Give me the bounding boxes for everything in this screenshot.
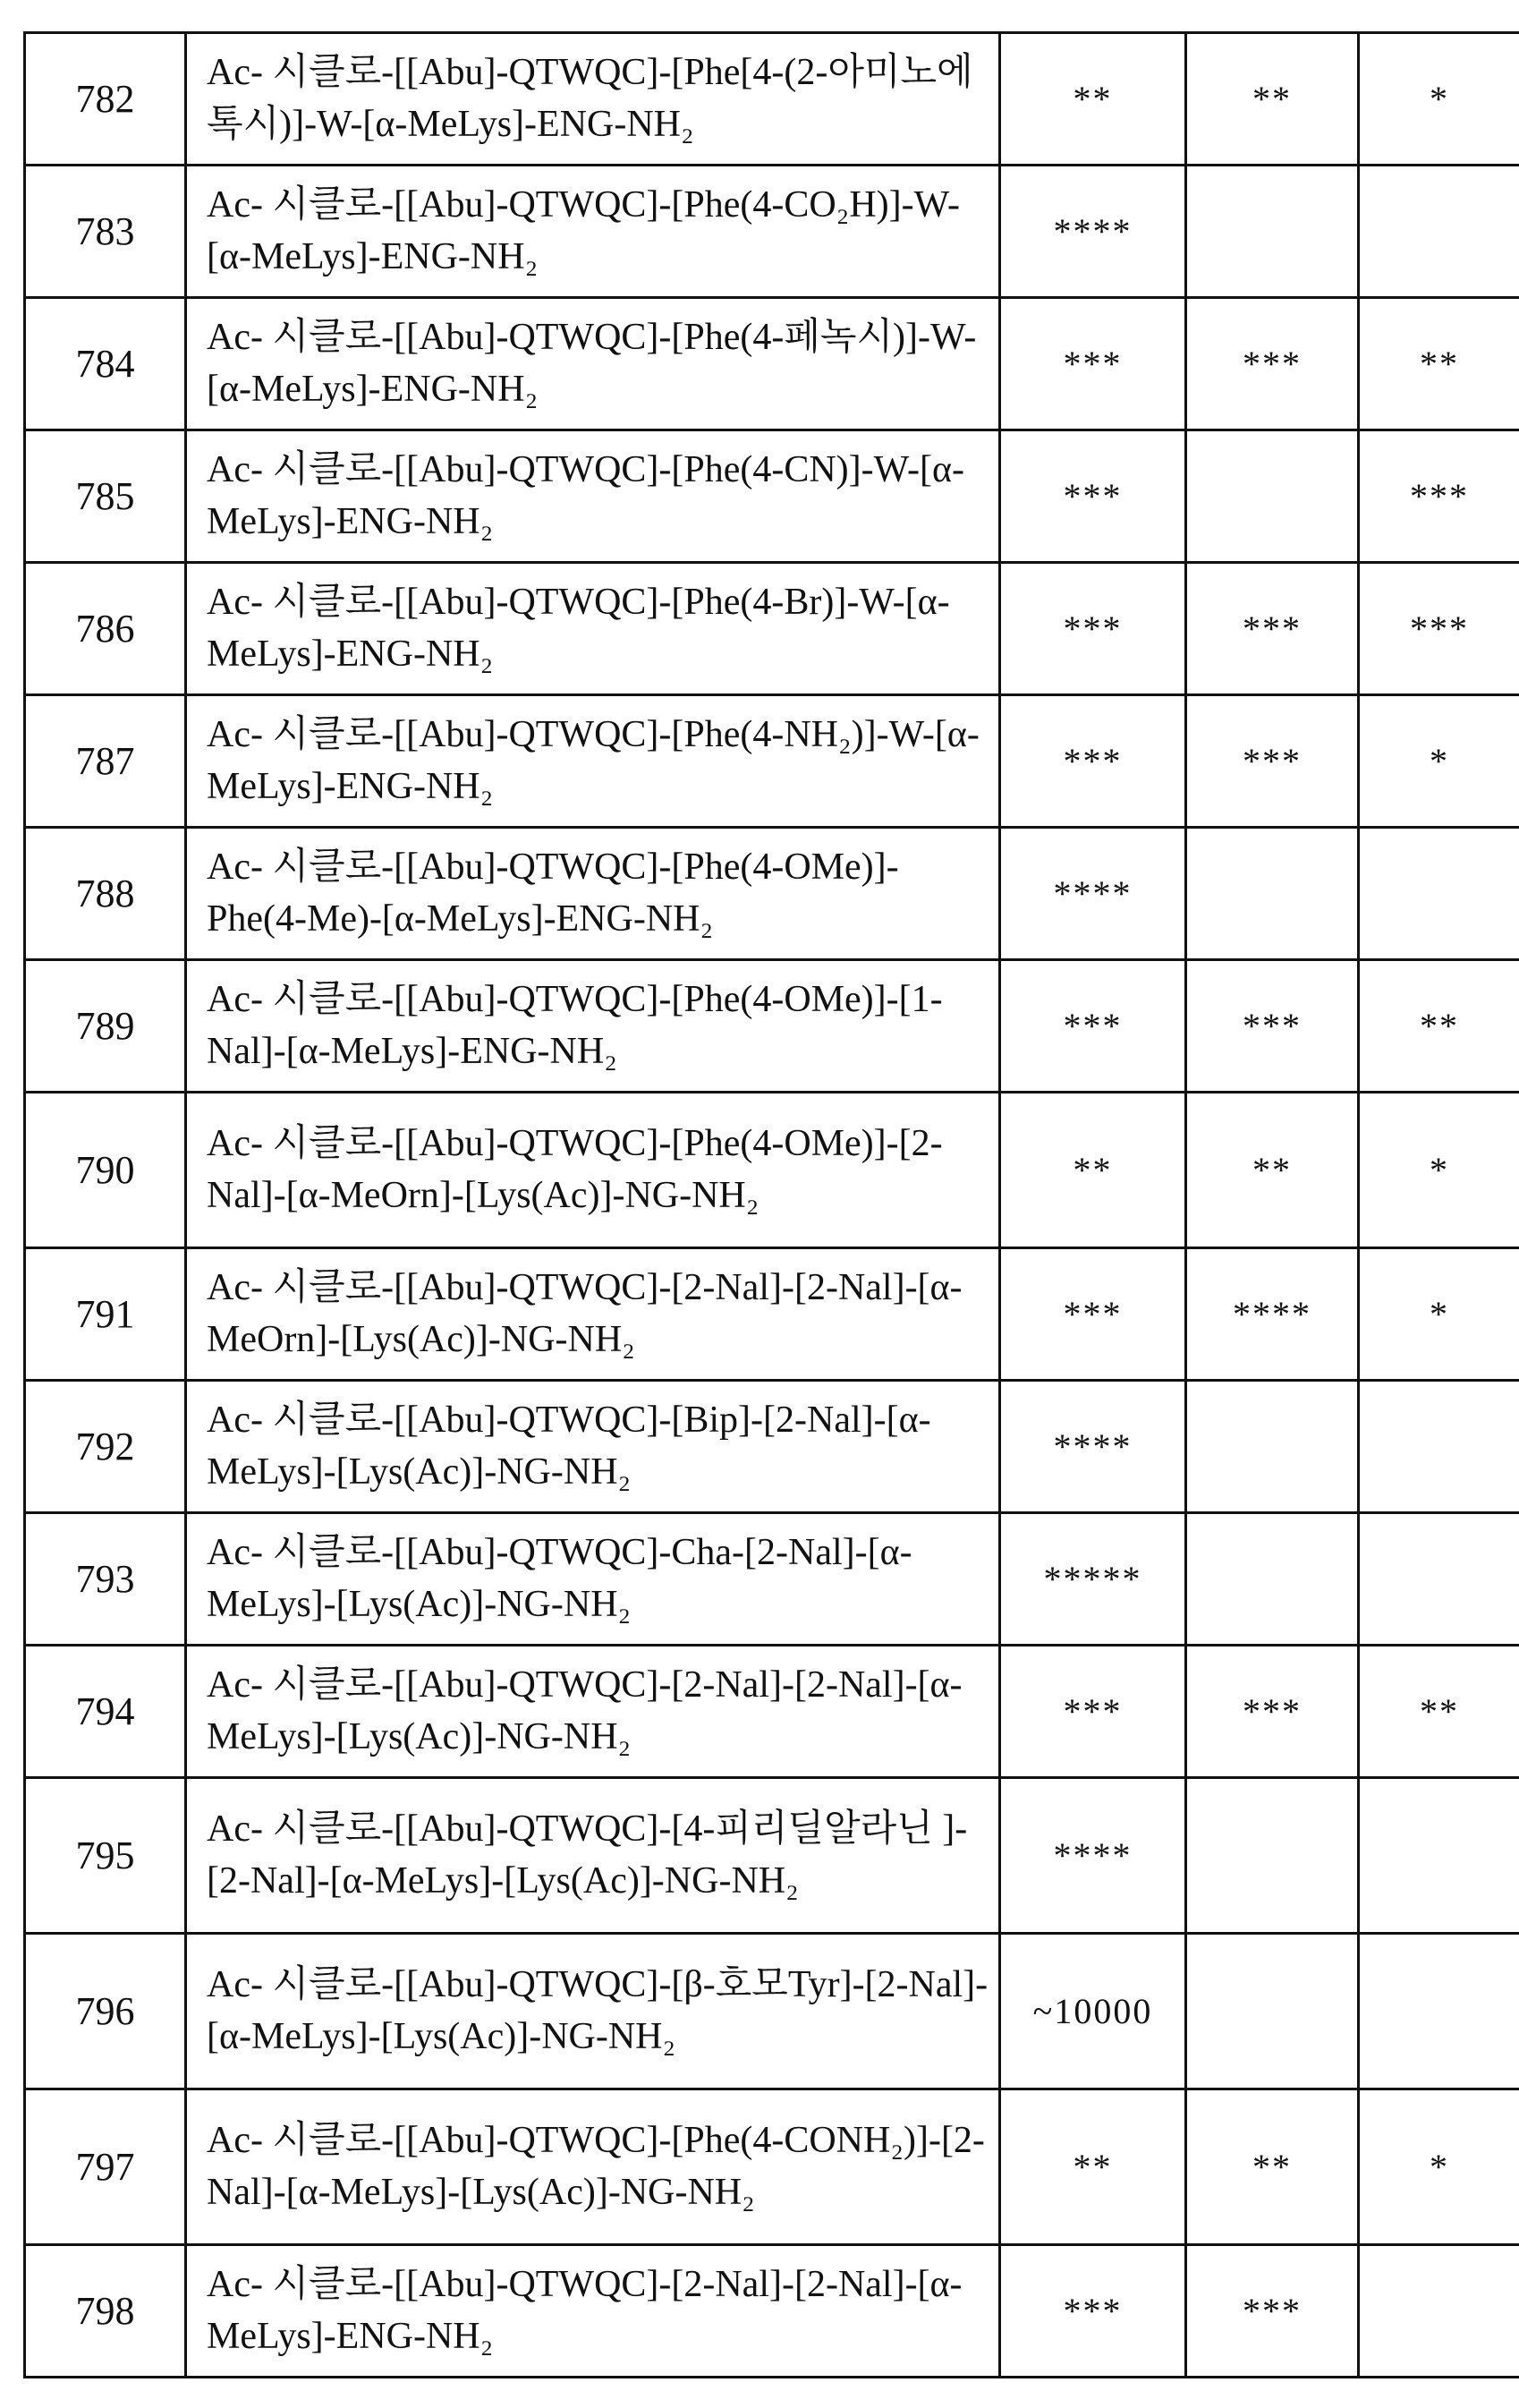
activity-value-3: *	[1359, 1093, 1519, 1248]
peptide-sequence: Ac- 시클로-[[Abu]-QTWQC]-[Phe(4-OMe)]-[1-Nal]-[α-MeLys]-ENG-NH₂	[186, 960, 1000, 1093]
activity-value-3	[1359, 166, 1519, 298]
table-row	[25, 695, 1519, 828]
table-row	[25, 960, 1519, 1093]
activity-value-3: **	[1359, 960, 1519, 1093]
compound-number: 797	[25, 2089, 186, 2245]
activity-value-1: **	[1000, 2089, 1186, 2245]
activity-value-1: ***	[1000, 298, 1186, 430]
peptide-sequence: Ac- 시클로-[[Abu]-QTWQC]-[Phe(4-OMe)]-Phe(4-Me)-[α-MeLys]-ENG-NH₂	[186, 828, 1000, 960]
activity-value-2: **	[1186, 1093, 1359, 1248]
activity-value-1: ****	[1000, 1381, 1186, 1513]
activity-value-2: ***	[1186, 563, 1359, 695]
activity-value-1: ****	[1000, 166, 1186, 298]
activity-value-1: ***	[1000, 1248, 1186, 1381]
activity-value-2	[1186, 1934, 1359, 2089]
activity-value-2: ***	[1186, 695, 1359, 828]
table-row	[25, 2245, 1519, 2378]
peptide-sequence: Ac- 시클로-[[Abu]-QTWQC]-[Bip]-[2-Nal]-[α-MeLys]-[Lys(Ac)]-NG-NH₂	[186, 1381, 1000, 1513]
activity-value-2	[1186, 828, 1359, 960]
activity-value-2: ***	[1186, 960, 1359, 1093]
activity-value-3	[1359, 1934, 1519, 2089]
activity-value-2	[1186, 1778, 1359, 1934]
activity-value-3: *	[1359, 33, 1519, 166]
activity-value-1: *****	[1000, 1513, 1186, 1646]
activity-value-1: ***	[1000, 1646, 1186, 1778]
table-row	[25, 828, 1519, 960]
compound-number: 783	[25, 166, 186, 298]
peptide-sequence: Ac- 시클로-[[Abu]-QTWQC]-[Phe(4-OMe)]-[2-Nal]-[α-MeOrn]-[Lys(Ac)]-NG-NH₂	[186, 1093, 1000, 1248]
activity-value-2: **	[1186, 33, 1359, 166]
compound-number: 782	[25, 33, 186, 166]
peptide-sequence: Ac- 시클로-[[Abu]-QTWQC]-[β-호모Tyr]-[2-Nal]-[α-MeLys]-[Lys(Ac)]-NG-NH₂	[186, 1934, 1000, 2089]
peptide-sequence: Ac- 시클로-[[Abu]-QTWQC]-[Phe(4-CONH₂)]-[2-Nal]-[α-MeLys]-[Lys(Ac)]-NG-NH₂	[186, 2089, 1000, 2245]
peptide-sequence: Ac- 시클로-[[Abu]-QTWQC]-Cha-[2-Nal]-[α-MeLys]-[Lys(Ac)]-NG-NH₂	[186, 1513, 1000, 1646]
table-row	[25, 563, 1519, 695]
activity-value-2	[1186, 1381, 1359, 1513]
compound-number: 789	[25, 960, 186, 1093]
activity-value-3	[1359, 1778, 1519, 1934]
peptide-sequence: Ac- 시클로-[[Abu]-QTWQC]-[Phe(4-Br)]-W-[α-MeLys]-ENG-NH₂	[186, 563, 1000, 695]
activity-value-3: *	[1359, 1248, 1519, 1381]
activity-value-1: ***	[1000, 695, 1186, 828]
compound-number: 784	[25, 298, 186, 430]
table-row	[25, 1248, 1519, 1381]
activity-value-3: *	[1359, 2089, 1519, 2245]
activity-value-1: **	[1000, 1093, 1186, 1248]
activity-value-3: **	[1359, 298, 1519, 430]
activity-value-2: ***	[1186, 2245, 1359, 2378]
peptide-sequence: Ac- 시클로-[[Abu]-QTWQC]-[Phe[4-(2-아미노에톡시)]-W-[α-MeLys]-ENG-NH₂	[186, 33, 1000, 166]
activity-value-3: ***	[1359, 430, 1519, 563]
table-row	[25, 1093, 1519, 1248]
table-row	[25, 1646, 1519, 1778]
activity-value-3: *	[1359, 695, 1519, 828]
activity-value-1: **	[1000, 33, 1186, 166]
activity-value-1: ***	[1000, 430, 1186, 563]
activity-value-2	[1186, 430, 1359, 563]
compound-number: 786	[25, 563, 186, 695]
compound-number: 787	[25, 695, 186, 828]
activity-value-2: ***	[1186, 298, 1359, 430]
peptide-sequence: Ac- 시클로-[[Abu]-QTWQC]-[Phe(4-CO₂H)]-W-[α-MeLys]-ENG-NH₂	[186, 166, 1000, 298]
activity-value-3: ***	[1359, 563, 1519, 695]
compound-number: 785	[25, 430, 186, 563]
activity-value-2	[1186, 166, 1359, 298]
activity-value-1: ****	[1000, 1778, 1186, 1934]
compound-number: 792	[25, 1381, 186, 1513]
activity-value-2	[1186, 1513, 1359, 1646]
compound-number: 796	[25, 1934, 186, 2089]
compound-number: 795	[25, 1778, 186, 1934]
peptide-sequence: Ac- 시클로-[[Abu]-QTWQC]-[Phe(4-NH₂)]-W-[α-MeLys]-ENG-NH₂	[186, 695, 1000, 828]
table-row	[25, 2089, 1519, 2245]
activity-value-3	[1359, 2245, 1519, 2378]
peptide-sequence: Ac- 시클로-[[Abu]-QTWQC]-[Phe(4-페녹시)]-W-[α-MeLys]-ENG-NH₂	[186, 298, 1000, 430]
activity-value-3	[1359, 828, 1519, 960]
compound-number: 791	[25, 1248, 186, 1381]
compound-number: 798	[25, 2245, 186, 2378]
table-row	[25, 430, 1519, 563]
table-row	[25, 298, 1519, 430]
table-row	[25, 33, 1519, 166]
peptide-sequence: Ac- 시클로-[[Abu]-QTWQC]-[2-Nal]-[2-Nal]-[α-MeLys]-[Lys(Ac)]-NG-NH₂	[186, 1646, 1000, 1778]
activity-value-2: ****	[1186, 1248, 1359, 1381]
activity-value-1: ~10000	[1000, 1934, 1186, 2089]
activity-value-1: ****	[1000, 828, 1186, 960]
activity-value-3	[1359, 1513, 1519, 1646]
table-row	[25, 1778, 1519, 1934]
activity-value-3: **	[1359, 1646, 1519, 1778]
activity-value-2: ***	[1186, 1646, 1359, 1778]
activity-value-1: ***	[1000, 960, 1186, 1093]
peptide-sequence: Ac- 시클로-[[Abu]-QTWQC]-[4-피리딜알라닌 ]-[2-Nal]-[α-MeLys]-[Lys(Ac)]-NG-NH₂	[186, 1778, 1000, 1934]
peptide-sequence: Ac- 시클로-[[Abu]-QTWQC]-[Phe(4-CN)]-W-[α-MeLys]-ENG-NH₂	[186, 430, 1000, 563]
compound-number: 794	[25, 1646, 186, 1778]
table-row	[25, 166, 1519, 298]
table-row	[25, 1934, 1519, 2089]
peptide-sequence: Ac- 시클로-[[Abu]-QTWQC]-[2-Nal]-[2-Nal]-[α-MeOrn]-[Lys(Ac)]-NG-NH₂	[186, 1248, 1000, 1381]
activity-value-1: ***	[1000, 563, 1186, 695]
activity-value-3	[1359, 1381, 1519, 1513]
compound-number: 790	[25, 1093, 186, 1248]
activity-value-1: ***	[1000, 2245, 1186, 2378]
compound-number: 788	[25, 828, 186, 960]
compound-number: 793	[25, 1513, 186, 1646]
table-row	[25, 1381, 1519, 1513]
activity-value-2: **	[1186, 2089, 1359, 2245]
table-row	[25, 1513, 1519, 1646]
peptide-sequence: Ac- 시클로-[[Abu]-QTWQC]-[2-Nal]-[2-Nal]-[α-MeLys]-ENG-NH₂	[186, 2245, 1000, 2378]
peptide-activity-table	[23, 31, 1519, 2378]
